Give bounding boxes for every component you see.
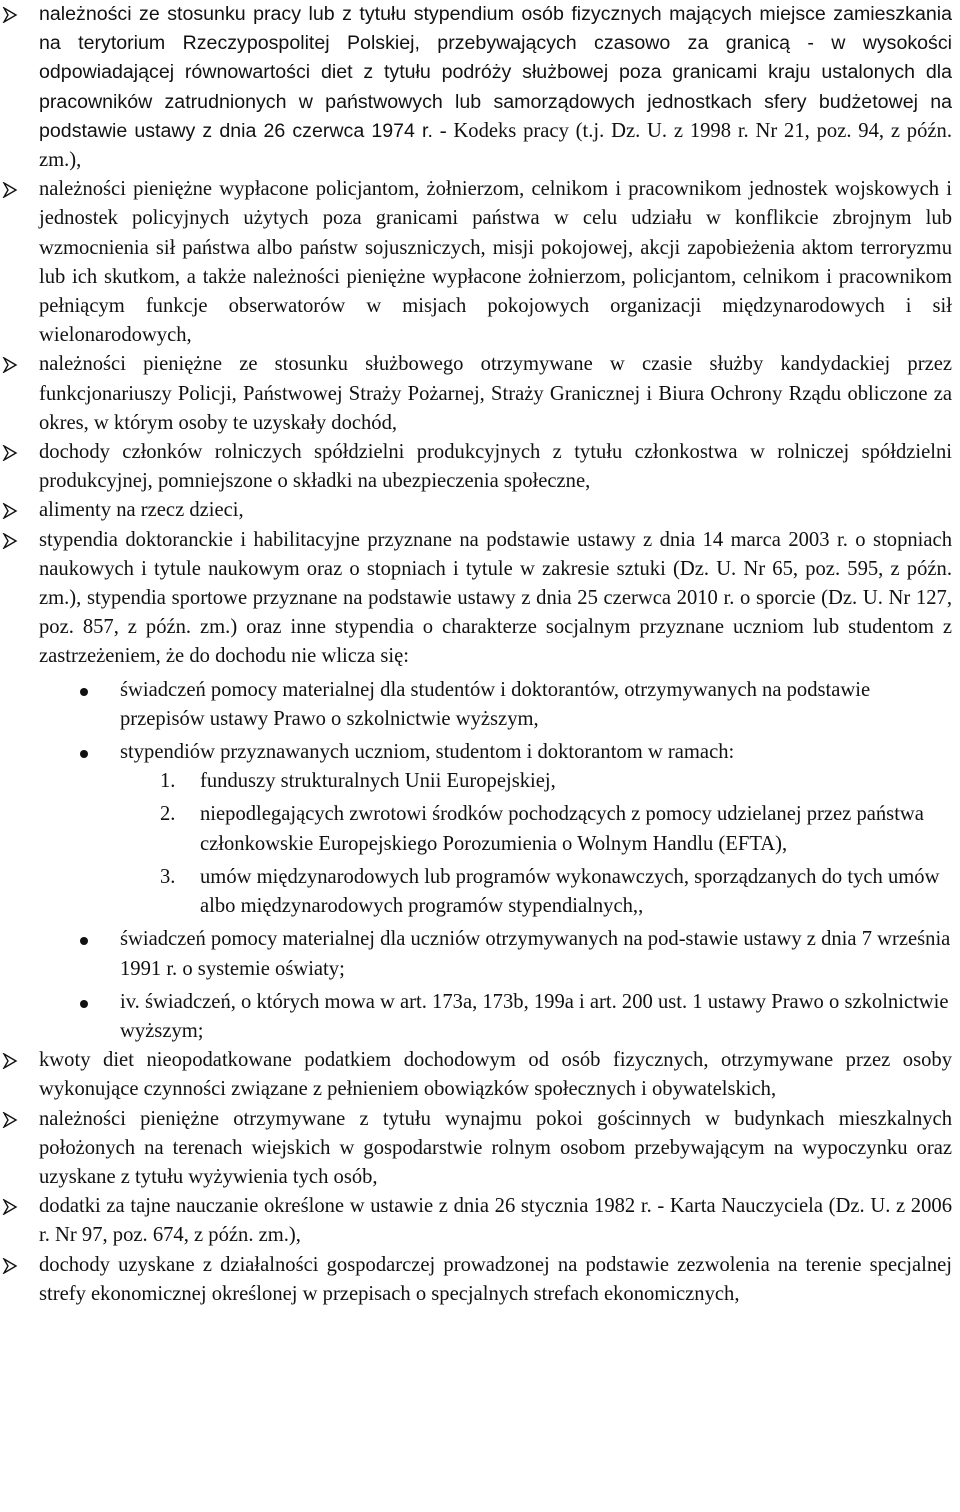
list-item	[0, 1251, 952, 1309]
list-item-text: stypendia doktoranckie i habilitacyjne przyznane na podstawie ustawy z dnia 14 marca 2003 r. o stopniach naukowych i tytule naukowym oraz o stopniach i tytule w zakresie sztuki (Dz. U. Nr 65, poz. 595, z późn. zm.), stypendia sportowe przyznane na podstawie ustawy z dnia 25 czerwca 2010 r. o sporcie (Dz. U. Nr 127, poz. 857, z późn. zm.) oraz inne stypendia o charakterze socjalnym przyznane uczniom lub studentom z zastrzeżeniem, że do dochodu nie wlicza się:	[39, 528, 952, 668]
numbered-list-marker: 3.	[160, 865, 176, 888]
list-item-text: dodatki za tajne nauczanie określone w ustawie z dnia 26 stycznia 1982 r. - Karta Nauczyciela (Dz. U. z 2006 r. Nr 97, poz. 674, z późn. zm.),	[39, 1195, 952, 1247]
list-item	[0, 0, 952, 175]
list-item-text: dochody uzyskane z działalności gospodarczej prowadzonej na podstawie zezwolenia na terenie specjalnej strefy ekonomicznej określonej w przepisach o specjalnych strefach ekonomicznych,	[39, 1253, 952, 1305]
sub-bullet-text: świadczeń pomocy materialnej dla uczniów otrzymywanych na pod-stawie ustawy z dnia 7 września 1991 r. o systemie oświaty;	[120, 928, 951, 980]
sub-bullet-item	[0, 676, 952, 734]
arrowhead-bullet-icon	[2, 1112, 18, 1128]
arrowhead-bullet-icon	[2, 1199, 18, 1215]
numbered-list-item	[0, 767, 952, 796]
arrowhead-bullet-icon	[2, 445, 18, 461]
list-item-text: alimenty na rzecz dzieci,	[39, 499, 244, 522]
sub-bullet-item	[0, 738, 952, 921]
arrowhead-bullet-icon	[2, 1053, 18, 1069]
filled-circle-bullet-icon	[80, 1000, 88, 1008]
numbered-list	[120, 767, 952, 921]
numbered-list-marker: 1.	[160, 770, 176, 793]
list-item	[0, 1046, 952, 1104]
numbered-list-text: umów międzynarodowych lub programów wykonawczych, sporządzanych do tych umów albo międzynarodowych programów stypendialnych,,	[200, 865, 940, 918]
list-item	[0, 496, 952, 525]
list-item-text: kwoty diet nieopodatkowane podatkiem dochodowym od osób fizycznych, otrzymywane przez osoby wykonujące czynności związane z pełnieniem obowiązków społecznych i obywatelskich,	[39, 1049, 952, 1101]
sub-bullet-text: stypendiów przyznawanych uczniom, studentom i doktorantom w ramach:	[120, 741, 735, 764]
list-item	[0, 526, 952, 1046]
numbered-list-item	[0, 800, 952, 858]
numbered-list-item	[0, 863, 952, 921]
list-item	[0, 175, 952, 350]
numbered-list-text: niepodlegających zwrotowi środków pochodzących z pomocy udzielanej przez państwa członkowskie Europejskiego Porozumienia o Wolnym Handlu (EFTA),	[200, 803, 924, 855]
arrowhead-bullet-icon	[2, 1258, 18, 1274]
filled-circle-bullet-icon	[80, 688, 88, 696]
sub-bullet-list	[0, 676, 952, 1046]
list-item	[0, 1192, 952, 1250]
list-item	[0, 1105, 952, 1193]
list-item-text	[39, 0, 952, 175]
list-item-text: dochody członków rolniczych spółdzielni produkcyjnych z tytułu członkostwa w rolniczej spółdzielni produkcyjnej, pomniejszone o składki na ubezpieczenia społeczne,	[39, 441, 952, 493]
sub-bullet-text: iv. świadczeń, o których mowa w art. 173a, 173b, 199a i art. 200 ust. 1 ustawy Prawo o szkolnictwie wyższym;	[120, 990, 949, 1042]
arrowhead-bullet-icon	[2, 503, 18, 519]
list-item-text-sans: należności ze stosunku pracy lub z tytułu stypendium osób fizycznych mających miejsce zamieszkania na terytorium Rzeczypospolitej Polskiej, przebywających czasowo za granicą - w wysokości odpowiadającej równowartości diet z tytułu podróży służbowej poza granicami kraju ustalonych dla pracowników zatrudnionych w państwowych lub samorządowych jednostkach sfery budżetowej na podstawie ustawy z dnia 26 czerwca 1974 r.	[39, 3, 952, 142]
numbered-list-text: funduszy strukturalnych Unii Europejskiej,	[200, 770, 556, 793]
filled-circle-bullet-icon	[80, 937, 88, 945]
list-item	[0, 350, 952, 438]
arrowhead-bullet-icon	[2, 357, 18, 373]
list-item-text: należności pieniężne ze stosunku służbowego otrzymywane w czasie służby kandydackiej przez funkcjonariuszy Policji, Państwowej Straży Pożarnej, Straży Granicznej i Biura Ochrony Rządu obliczone za okres, w którym osoby te uzyskały dochód,	[39, 353, 952, 434]
arrowhead-bullet-icon	[2, 7, 18, 23]
list-item	[0, 438, 952, 496]
arrowhead-bullet-icon	[2, 182, 18, 198]
filled-circle-bullet-icon	[80, 750, 88, 758]
numbered-list-marker: 2.	[160, 803, 176, 826]
sub-bullet-text: świadczeń pomocy materialnej dla studentów i doktorantów, otrzymywanych na podstawie przepisów ustawy Prawo o szkolnictwie wyższym,	[120, 678, 871, 730]
sub-bullet-item	[0, 988, 952, 1046]
list-item-text: należności pieniężne wypłacone policjantom, żołnierzom, celnikom i pracownikom jednostek wojskowych i jednostek policyjnych użytych poza granicami państwa w celu udziału w konflikcie zbrojnym lub wzmocnienia sił państwa albo państw sojuszniczych, misji pokojowej, akcji zapobieżenia aktom terroryzmu lub ich skutkom, a także należności pieniężne wypłacone żołnierzom, policjantom, celnikom i pracownikom pełniącym funkcje obserwatorów w misjach pokojowych organizacji międzynarodowych i sił wielonarodowych,	[39, 178, 952, 347]
sub-bullet-item	[0, 925, 952, 983]
list-item-text-serif: - Kodeks pracy (t.j. Dz. U. z 1998 r. Nr 21, poz. 94, z późn. zm.),	[39, 119, 952, 172]
arrowhead-bullet-icon	[2, 533, 18, 549]
list-item-text: należności pieniężne otrzymywane z tytułu wynajmu pokoi gościnnych w budynkach mieszkalnych położonych na terenach wiejskich w gospodarstwie rolnym osobom przebywającym na wypoczynku oraz uzyskane z tytułu wyżywienia tych osób,	[39, 1107, 952, 1188]
